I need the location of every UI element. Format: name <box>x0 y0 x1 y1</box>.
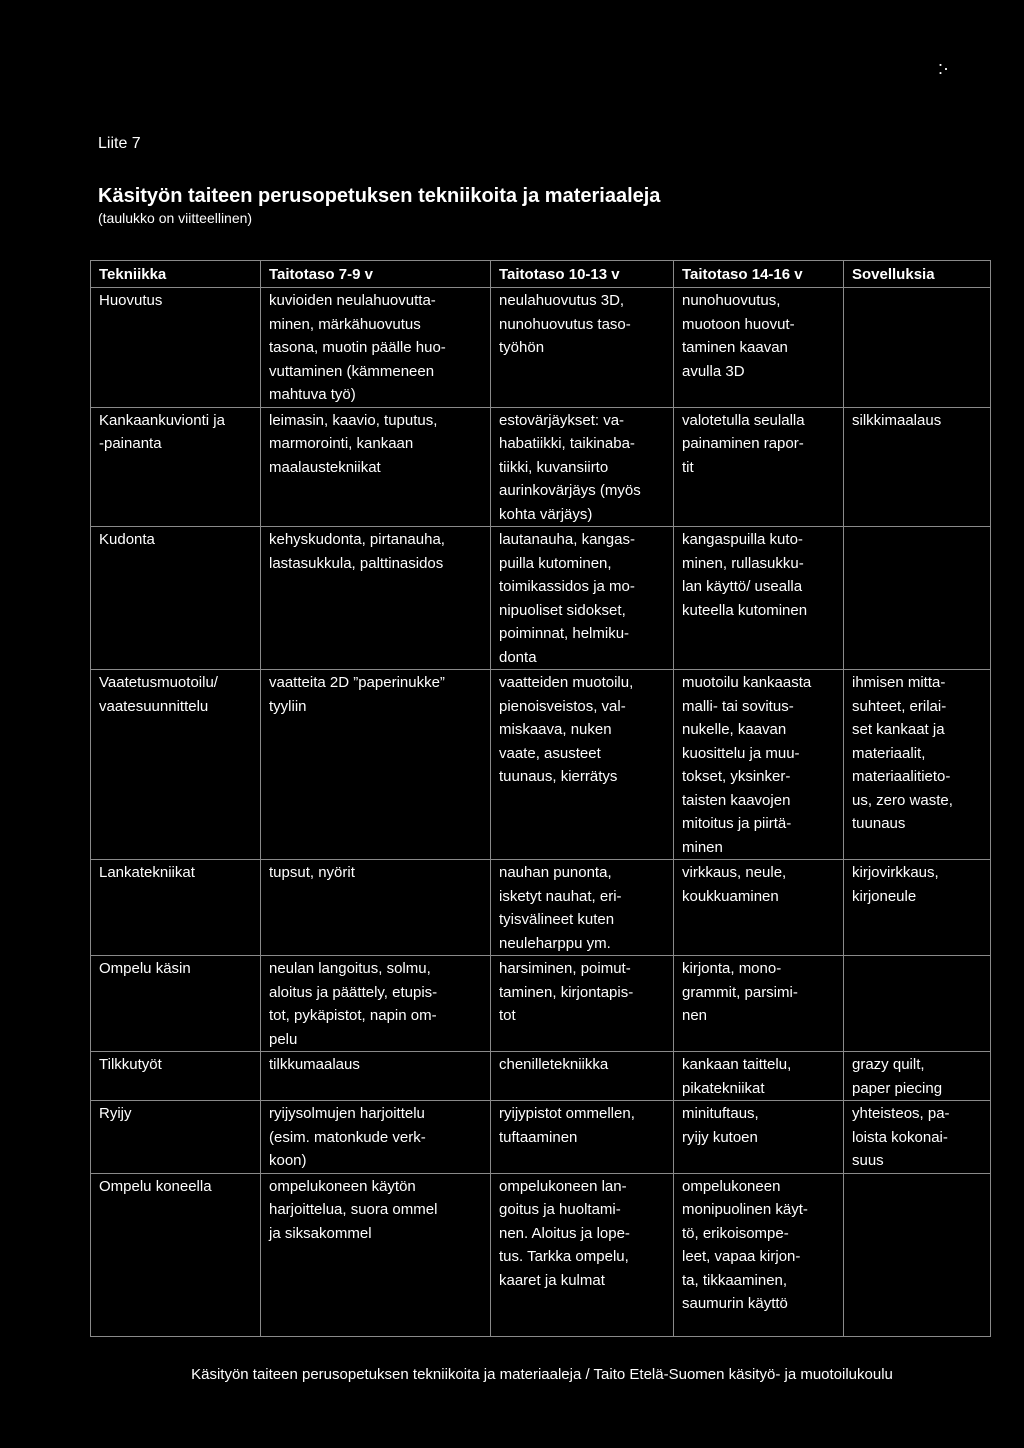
cell-level-7-9: tupsut, nyörit <box>261 860 491 956</box>
cell-level-7-9: ryijysolmujen harjoittelu (esim. matonkude verk- koon) <box>261 1101 491 1174</box>
table-row <box>91 1052 991 1101</box>
cell-applications: grazy quilt, paper piecing <box>844 1052 991 1101</box>
cell-level-10-13: nauhan punonta, isketyt nauhat, eri- tyisvälineet kuten neuleharppu ym. <box>491 860 674 956</box>
corner-mark: :· <box>938 58 949 78</box>
cell-technique: Lankatekniikat <box>91 860 261 956</box>
cell-level-10-13: chenilletekniikka <box>491 1052 674 1101</box>
table-row <box>91 670 991 860</box>
cell-applications: kirjovirkkaus, kirjoneule <box>844 860 991 956</box>
table-row <box>91 1101 991 1174</box>
cell-technique: Kudonta <box>91 527 261 670</box>
table-row <box>91 860 991 956</box>
cell-level-10-13: neulahuovutus 3D, nunohuovutus taso- työhön <box>491 288 674 408</box>
cell-level-10-13: lautanauha, kangas- puilla kutominen, toimikassidos ja mo- nipuoliset sidokset, poiminnat, helmiku- donta <box>491 527 674 670</box>
techniques-table <box>90 260 991 1337</box>
cell-level-14-16: virkkaus, neule, koukkuaminen <box>674 860 844 956</box>
cell-level-14-16: minituftaus, ryijy kutoen <box>674 1101 844 1174</box>
cell-level-14-16: kangaspuilla kuto- minen, rullasukku- lan käyttö/ usealla kuteella kutominen <box>674 527 844 670</box>
cell-level-7-9: ompelukoneen käytön harjoittelua, suora ommel ja siksakommel <box>261 1173 491 1336</box>
cell-level-14-16: ompelukoneen monipuolinen käyt- tö, erikoisompe- leet, vapaa kirjon- ta, tikkaaminen, saumurin käyttö <box>674 1173 844 1336</box>
header-technique: Tekniikka <box>91 261 261 288</box>
header-applications: Sovelluksia <box>844 261 991 288</box>
cell-level-7-9: kehyskudonta, pirtanauha, lastasukkula, palttinasidos <box>261 527 491 670</box>
cell-applications <box>844 527 991 670</box>
cell-level-10-13: ryijypistot ommellen, tuftaaminen <box>491 1101 674 1174</box>
cell-level-14-16: kankaan taittelu, pikatekniikat <box>674 1052 844 1101</box>
cell-applications <box>844 1173 991 1336</box>
cell-technique: Vaatetusmuotoilu/ vaatesuunnittelu <box>91 670 261 860</box>
page-footer: Käsityön taiteen perusopetuksen tekniikoita ja materiaaleja / Taito Etelä-Suomen käsityö- ja muotoilukoulu <box>191 1366 893 1383</box>
table-row <box>91 527 991 670</box>
cell-technique: Kankaankuvionti ja -painanta <box>91 407 261 527</box>
cell-technique: Ompelu käsin <box>91 956 261 1052</box>
cell-level-10-13: vaatteiden muotoilu, pienoisveistos, val- miskaava, nuken vaate, asusteet tuunaus, kierrätys <box>491 670 674 860</box>
header-level-7-9: Taitotaso 7-9 v <box>261 261 491 288</box>
cell-applications: ihmisen mitta- suhteet, erilai- set kankaat ja materiaalit, materiaalitieto- us, zero waste, tuunaus <box>844 670 991 860</box>
cell-technique: Huovutus <box>91 288 261 408</box>
table-row <box>91 956 991 1052</box>
cell-technique: Ryijy <box>91 1101 261 1174</box>
cell-level-7-9: vaatteita 2D ”paperinukke” tyyliin <box>261 670 491 860</box>
cell-level-7-9: neulan langoitus, solmu, aloitus ja päättely, etupis- tot, pykäpistot, napin om- pelu <box>261 956 491 1052</box>
table-header-row <box>91 261 991 288</box>
header-level-10-13: Taitotaso 10-13 v <box>491 261 674 288</box>
cell-level-10-13: ompelukoneen lan- goitus ja huoltami- nen. Aloitus ja lope- tus. Tarkka ompelu, kaaret ja kulmat <box>491 1173 674 1336</box>
cell-applications: yhteisteos, pa- loista kokonai- suus <box>844 1101 991 1174</box>
cell-level-10-13: harsiminen, poimut- taminen, kirjontapis- tot <box>491 956 674 1052</box>
cell-applications: silkkimaalaus <box>844 407 991 527</box>
table-row <box>91 288 991 408</box>
cell-level-7-9: tilkkumaalaus <box>261 1052 491 1101</box>
cell-level-14-16: muotoilu kankaasta malli- tai sovitus- nukelle, kaavan kuosittelu ja muu- tokset, yksinker- taisten kaavojen mitoitus ja piirtä- minen <box>674 670 844 860</box>
appendix-label: Liite 7 <box>98 135 141 152</box>
page-title: Käsityön taiteen perusopetuksen tekniikoita ja materiaaleja <box>98 185 661 207</box>
cell-level-10-13: estovärjäykset: va- habatiikki, taikinaba- tiikki, kuvansiirto aurinkovärjäys (myös kohta värjäys) <box>491 407 674 527</box>
page-subtitle: (taulukko on viitteellinen) <box>98 210 253 226</box>
cell-level-14-16: kirjonta, mono- grammit, parsimi- nen <box>674 956 844 1052</box>
cell-technique: Tilkkutyöt <box>91 1052 261 1101</box>
cell-level-14-16: nunohuovutus, muotoon huovut- taminen kaavan avulla 3D <box>674 288 844 408</box>
cell-level-7-9: leimasin, kaavio, tuputus, marmorointi, kankaan maalaustekniikat <box>261 407 491 527</box>
cell-applications <box>844 288 991 408</box>
cell-level-14-16: valotetulla seulalla painaminen rapor- tit <box>674 407 844 527</box>
header-level-14-16: Taitotaso 14-16 v <box>674 261 844 288</box>
cell-technique: Ompelu koneella <box>91 1173 261 1336</box>
table-row <box>91 1173 991 1336</box>
cell-level-7-9: kuvioiden neulahuovutta- minen, märkähuovutus tasona, muotin päälle huo- vuttaminen (kämmeneen mahtuva työ) <box>261 288 491 408</box>
cell-applications <box>844 956 991 1052</box>
table-row <box>91 407 991 527</box>
